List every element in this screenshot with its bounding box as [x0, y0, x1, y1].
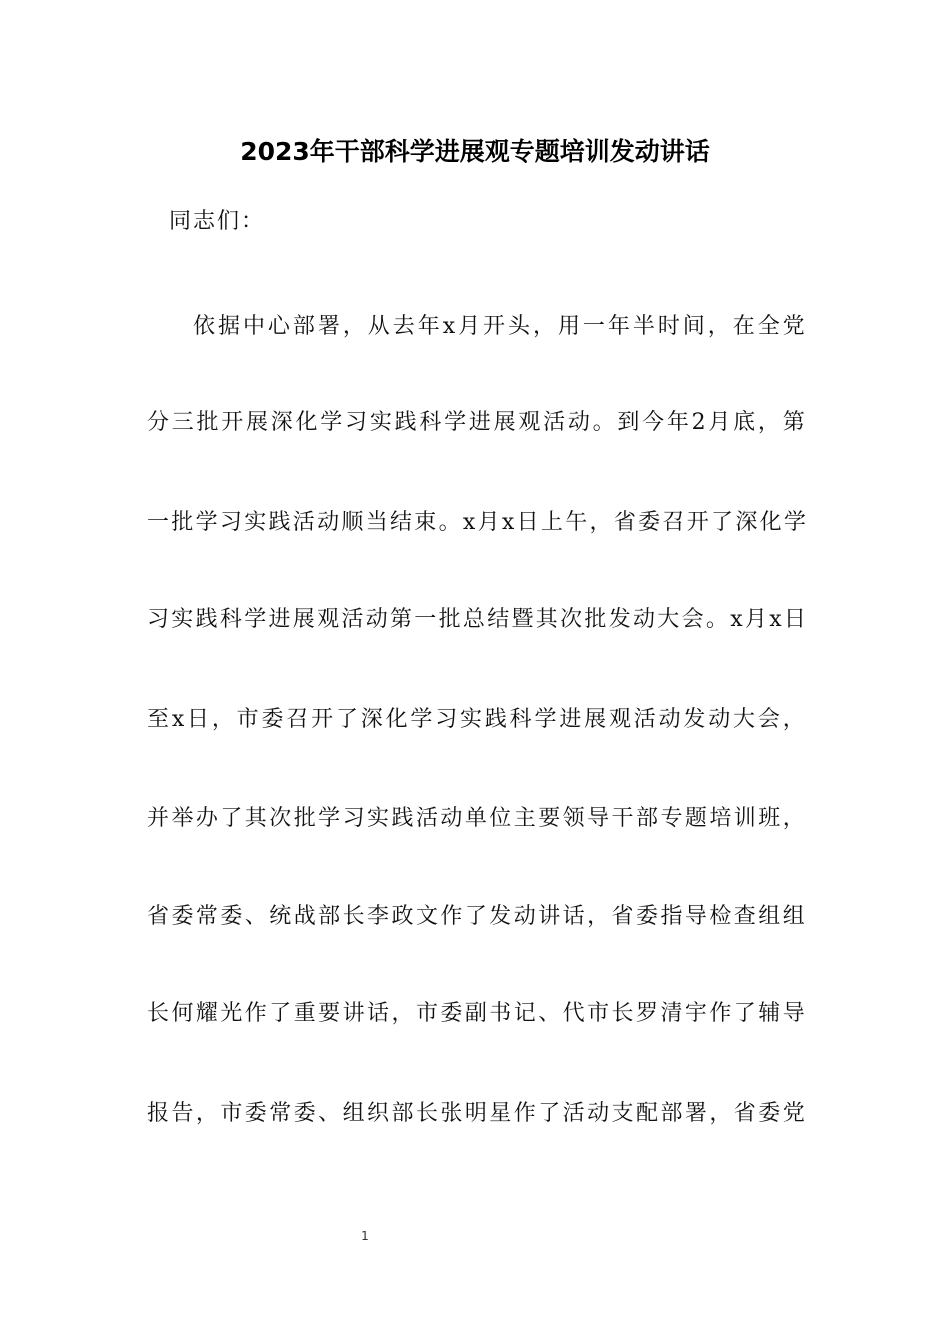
- salutation: 同志们：: [169, 209, 266, 234]
- body-line: 依据中心部署，从去年x月开头，用一年半时间，在全党: [193, 314, 807, 339]
- body-line: 一批学习实践活动顺当结束。x月x日上午，省委召开了深化学: [147, 510, 809, 535]
- body-line: 省委常委、统战部长李政文作了发动讲话，省委指导检查组组: [147, 904, 807, 929]
- body-line: 并举办了其次批学习实践活动单位主要领导干部专题培训班，: [147, 806, 807, 831]
- body-line: 至x日，市委召开了深化学习实践科学进展观活动发动大会，: [147, 707, 807, 732]
- page-number: 1: [361, 1229, 369, 1243]
- body-line: 长何耀光作了重要讲话，市委副书记、代市长罗清宇作了辅导: [147, 1001, 807, 1026]
- body-line: 习实践科学进展观活动第一批总结暨其次批发动大会。x月x日: [147, 607, 809, 632]
- body-line: 报告，市委常委、组织部长张明星作了活动支配部署，省委党: [147, 1101, 807, 1126]
- document-title: 2023年干部科学进展观专题培训发动讲话: [240, 137, 710, 166]
- body-line: 分三批开展深化学习实践科学进展观活动。到今年2月底，第: [147, 410, 807, 435]
